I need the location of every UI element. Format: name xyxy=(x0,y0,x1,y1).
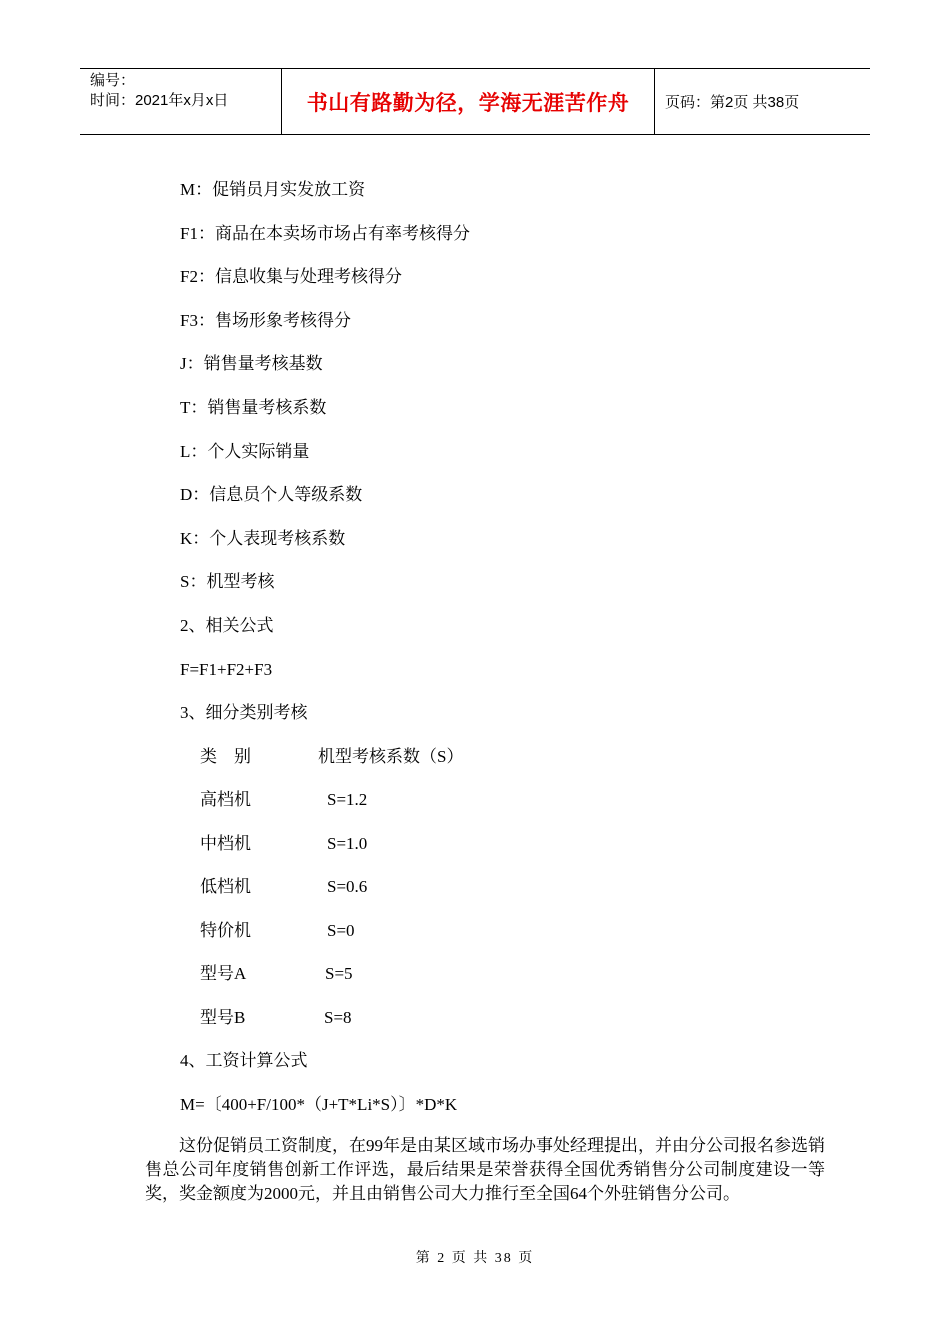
definition-f3: F3：售场形象考核得分 xyxy=(180,311,351,330)
section-2-title: 2、相关公式 xyxy=(180,616,274,635)
table-cell-coefficient: S=1.2 xyxy=(327,790,368,809)
table-cell-coefficient: S=1.0 xyxy=(327,834,368,853)
table-cell-category: 中档机 xyxy=(200,834,251,853)
table-header-row xyxy=(200,745,464,769)
definition-m: M：促销员月实发放工资 xyxy=(180,180,366,199)
definition-j: J：销售量考核基数 xyxy=(180,354,323,373)
body-paragraph: 这份促销员工资制度，在99年是由某区域市场办事处经理提出，并由分公司报名参选销售总公司年度销售创新工作评选，最后结果是荣誉获得全国优秀销售分公司制度建设一等奖，奖金额度为2000元，并且由销售公司大力推行至全国64个外驻销售分公司。 xyxy=(145,1136,825,1203)
document-number-label: 编号： xyxy=(90,72,136,89)
table-row xyxy=(200,832,368,856)
table-row xyxy=(200,875,368,899)
definition-t: T：销售量考核系数 xyxy=(180,398,327,417)
table-row xyxy=(200,919,355,943)
table-cell-category: 型号A xyxy=(200,964,247,983)
header-motto: 书山有路勤为径，学海无涯苦作舟 xyxy=(282,69,655,134)
table-cell-coefficient: S=0 xyxy=(327,921,355,940)
table-header-category: 类 别 xyxy=(200,747,251,766)
table-cell-category: 低档机 xyxy=(200,877,251,896)
header-page-info: 页码：第2页 共38页 xyxy=(665,94,800,111)
table-cell-category: 高档机 xyxy=(200,790,251,809)
section-3-title: 3、细分类别考核 xyxy=(180,703,308,722)
table-row xyxy=(200,1006,352,1030)
header-meta xyxy=(80,69,282,134)
formula-f: F=F1+F2+F3 xyxy=(180,660,273,679)
table-cell-coefficient: S=8 xyxy=(324,1008,352,1027)
formula-m: M=〔400+F/100*（J+T*Li*S）〕*D*K xyxy=(180,1095,458,1114)
table-row xyxy=(200,962,353,986)
table-header-coefficient: 机型考核系数（S） xyxy=(318,747,464,766)
table-cell-category: 型号B xyxy=(200,1008,246,1027)
table-cell-category: 特价机 xyxy=(200,921,251,940)
definition-f1: F1：商品在本卖场市场占有率考核得分 xyxy=(180,224,470,243)
definition-k: K：个人表现考核系数 xyxy=(180,529,346,548)
page-footer: 第 2 页 共 38 页 xyxy=(415,1251,535,1266)
section-4-title: 4、工资计算公式 xyxy=(180,1051,308,1070)
definition-f2: F2：信息收集与处理考核得分 xyxy=(180,267,402,286)
table-cell-coefficient: S=5 xyxy=(325,964,353,983)
document-time: 时间：2021年x月x日 xyxy=(90,92,229,109)
table-cell-coefficient: S=0.6 xyxy=(327,877,368,896)
definition-s: S：机型考核 xyxy=(180,572,275,591)
definition-d: D：信息员个人等级系数 xyxy=(180,485,363,504)
definition-l: L：个人实际销量 xyxy=(180,442,310,461)
table-row xyxy=(200,788,368,812)
page-header xyxy=(80,68,870,135)
